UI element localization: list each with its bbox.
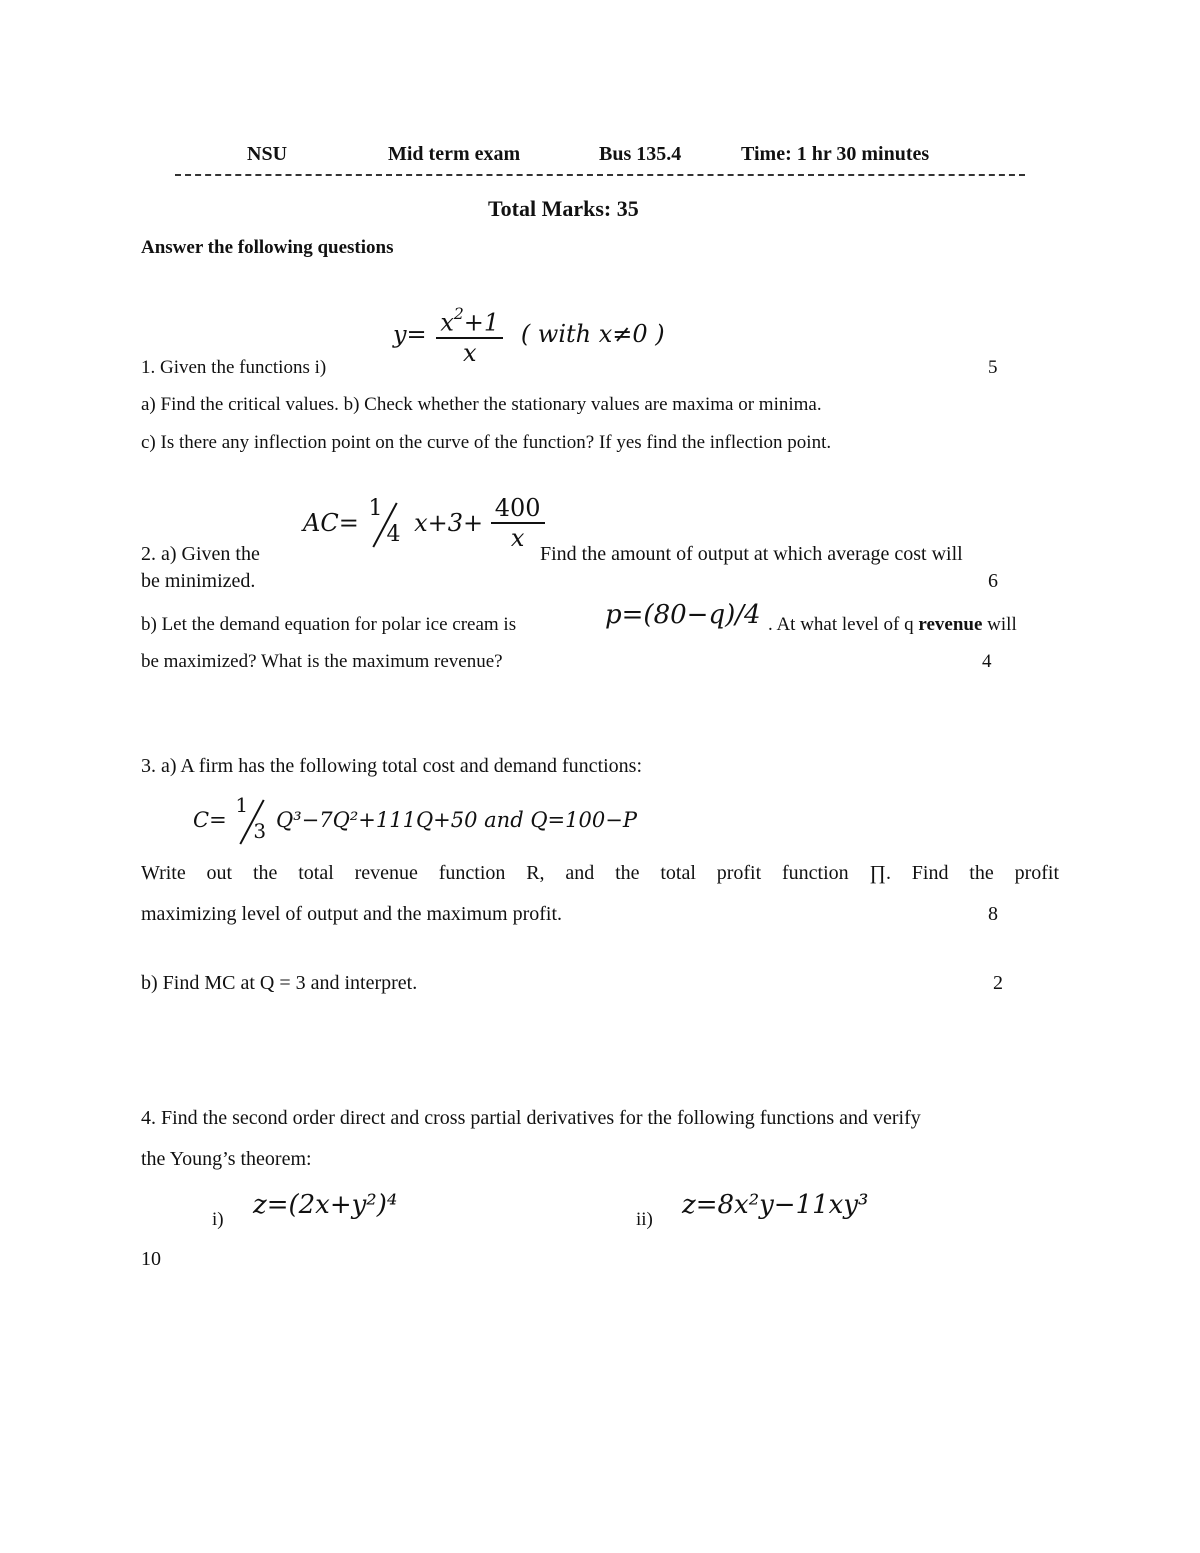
q2-numerator: 400 <box>491 494 545 524</box>
q4-marks: 10 <box>141 1248 161 1270</box>
q2-equation <box>303 494 545 552</box>
q4-ii-equation: z=8x²y−11xy³ <box>682 1190 869 1220</box>
q3-frac-one: 1 <box>235 793 249 817</box>
q3-write-line2: maximizing level of output and the maximum profit. <box>141 903 563 925</box>
q1-marks: 5 <box>988 357 998 378</box>
q1-condition: ( with x≠0 ) <box>520 320 665 349</box>
q1-denominator: x <box>462 338 477 367</box>
q2-b-lead: b) Let the demand equation for polar ice cream is <box>141 614 517 635</box>
q2-b-line2: be maximized? What is the maximum revenue? <box>141 651 503 672</box>
q4-lead: 4. Find the second order direct and cross partial derivatives for the following functions and verify <box>141 1107 921 1129</box>
q3-eq-rest: Q³−7Q²+111Q+50 and Q=100−P <box>276 808 637 832</box>
q2-frac-four: 4 <box>386 522 401 547</box>
q4-lead2: the Young’s theorem: <box>141 1148 312 1170</box>
q3-equation <box>193 795 637 845</box>
q2-find-line2: be minimized. <box>141 570 256 592</box>
q2-marks-b: 4 <box>982 651 992 672</box>
header-school: NSU <box>247 143 288 165</box>
q2-lead: 2. a) Given the <box>141 543 260 565</box>
total-marks: Total Marks: 35 <box>488 196 639 221</box>
q2-eq-mid: x+3+ <box>414 509 484 537</box>
q2-frac-one: 1 <box>368 496 383 521</box>
header-course: Bus 135.4 <box>599 143 682 165</box>
q1-line-a: a) Find the critical values. b) Check whether the stationary values are maxima or minima. <box>141 394 822 415</box>
q4-ii-label: ii) <box>636 1209 653 1230</box>
q1-fraction <box>436 305 503 367</box>
q2-denominator: x <box>510 524 525 552</box>
q2-eq-ac: AC= <box>303 509 359 537</box>
q1-eq-y: y= <box>393 320 427 349</box>
q3-eq-c: C= <box>193 808 227 832</box>
instruction: Answer the following questions <box>141 237 394 258</box>
q2-fraction <box>491 494 545 552</box>
q3-write-line: Write out the total revenue function R, and the total profit function ∏. Find the profit <box>141 862 1059 884</box>
q2-marks-a: 6 <box>988 570 998 592</box>
q4-i-equation: z=(2x+y²)⁴ <box>253 1190 398 1220</box>
header-exam: Mid term exam <box>388 143 521 165</box>
q3-marks-a: 8 <box>988 903 998 925</box>
q2-b-tail: . At what level of q revenue will <box>768 614 1017 635</box>
q1-numerator: $x^2+1$ <box>436 305 503 339</box>
q2-b-equation: p=(80−q)/4 <box>605 600 761 630</box>
q2-b-revenue: revenue <box>918 614 983 635</box>
q3-frac-three: 3 <box>253 819 267 843</box>
header-time: Time: 1 hr 30 minutes <box>741 143 930 165</box>
q3-marks-b: 2 <box>993 972 1003 994</box>
q3-third-fraction <box>233 795 273 845</box>
q3-b-line: b) Find MC at Q = 3 and interpret. <box>141 972 418 994</box>
q4-i-label: i) <box>212 1209 224 1230</box>
q1-line-c: c) Is there any inflection point on the curve of the function? If yes find the inflection point. <box>141 432 832 453</box>
q1-equation <box>393 305 665 367</box>
q1-lead: 1. Given the functions i) <box>141 357 327 378</box>
q2-find: Find the amount of output at which average cost will <box>540 543 963 565</box>
q3-lead: 3. a) A firm has the following total cost and demand functions: <box>141 755 643 777</box>
q2-quarter-fraction <box>366 498 410 548</box>
dashed-divider <box>175 174 1025 176</box>
